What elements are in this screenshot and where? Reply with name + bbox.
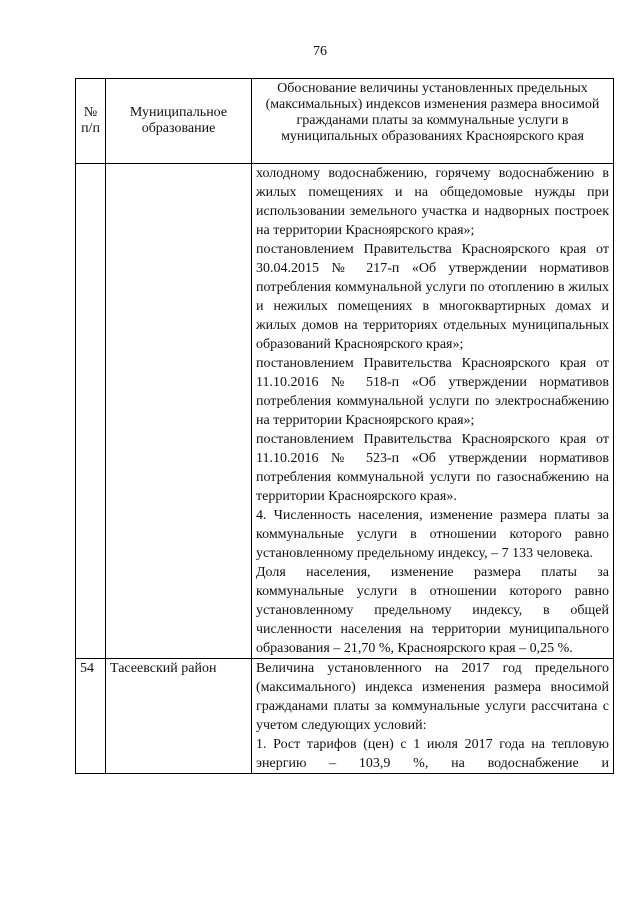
justification-paragraph: постановлением Правительства Красноярского края от 30.04.2015 № 217-п «Об утверждении нормативов потребления коммунальной услуги по отоплению в жилых и нежилых помещениях в многоквартирных домах и жилых домов на территориях отдельных муниципальных образований Красноярского края»;: [256, 242, 609, 352]
header-municipality: Муниципальное образование: [106, 79, 252, 164]
justification-paragraph: постановлением Правительства Красноярского края от 11.10.2016 № 523-п «Об утверждении нормативов потребления коммунальной услуги по газоснабжению на территории Красноярского края».: [256, 432, 609, 504]
header-number: № п/п: [76, 79, 106, 164]
justification-paragraph: постановлением Правительства Красноярского края от 11.10.2016 № 518-п «Об утверждении нормативов потребления коммунальной услуги по электроснабжению на территории Красноярского края»;: [256, 356, 609, 428]
justification-paragraph: 4. Численность населения, изменение размера платы за коммунальные услуги в отношении которого равно установленному предельному индексу, – 7 133 человека.: [256, 508, 609, 561]
row-justification-cell: [252, 164, 614, 659]
justification-paragraph: Доля населения, изменение размера платы за коммунальные услуги в отношении которого равно установленному предельному индексу, в общей численности населения на территории муниципального образования – 21,70 %, Красноярского края – 0,25 %.: [256, 565, 609, 656]
table-row: [76, 164, 614, 659]
row-municipality-cell: [106, 164, 252, 659]
row-municipality-cell: Тасеевский район: [106, 659, 252, 774]
table-header-row: [76, 79, 614, 164]
justification-paragraph: Величина установленного на 2017 год предельного (максимального) индекса изменения размера вносимой гражданами платы за коммунальные услуги рассчитана с учетом следующих условий:: [256, 661, 609, 733]
header-justification: Обоснование величины установленных предельных (максимальных) индексов изменения размера вносимой гражданами платы за коммунальные услуги в муниципальных образованиях Красноярского края: [252, 79, 614, 164]
row-justification-cell: [252, 659, 614, 774]
page-number: 76: [313, 44, 327, 59]
justification-paragraph: холодному водоснабжению, горячему водоснабжению в жилых помещениях и на общедомовые нужды при использовании земельного участка и надворных построек на территории Красноярского края»;: [256, 166, 609, 238]
row-number-cell: 54: [76, 659, 106, 774]
justification-table: [75, 78, 614, 774]
table-row: [76, 659, 614, 774]
row-number-cell: [76, 164, 106, 659]
justification-paragraph: 1. Рост тарифов (цен) с 1 июля 2017 года на тепловую энергию – 103,9 %, на водоснабжение и: [256, 737, 609, 771]
